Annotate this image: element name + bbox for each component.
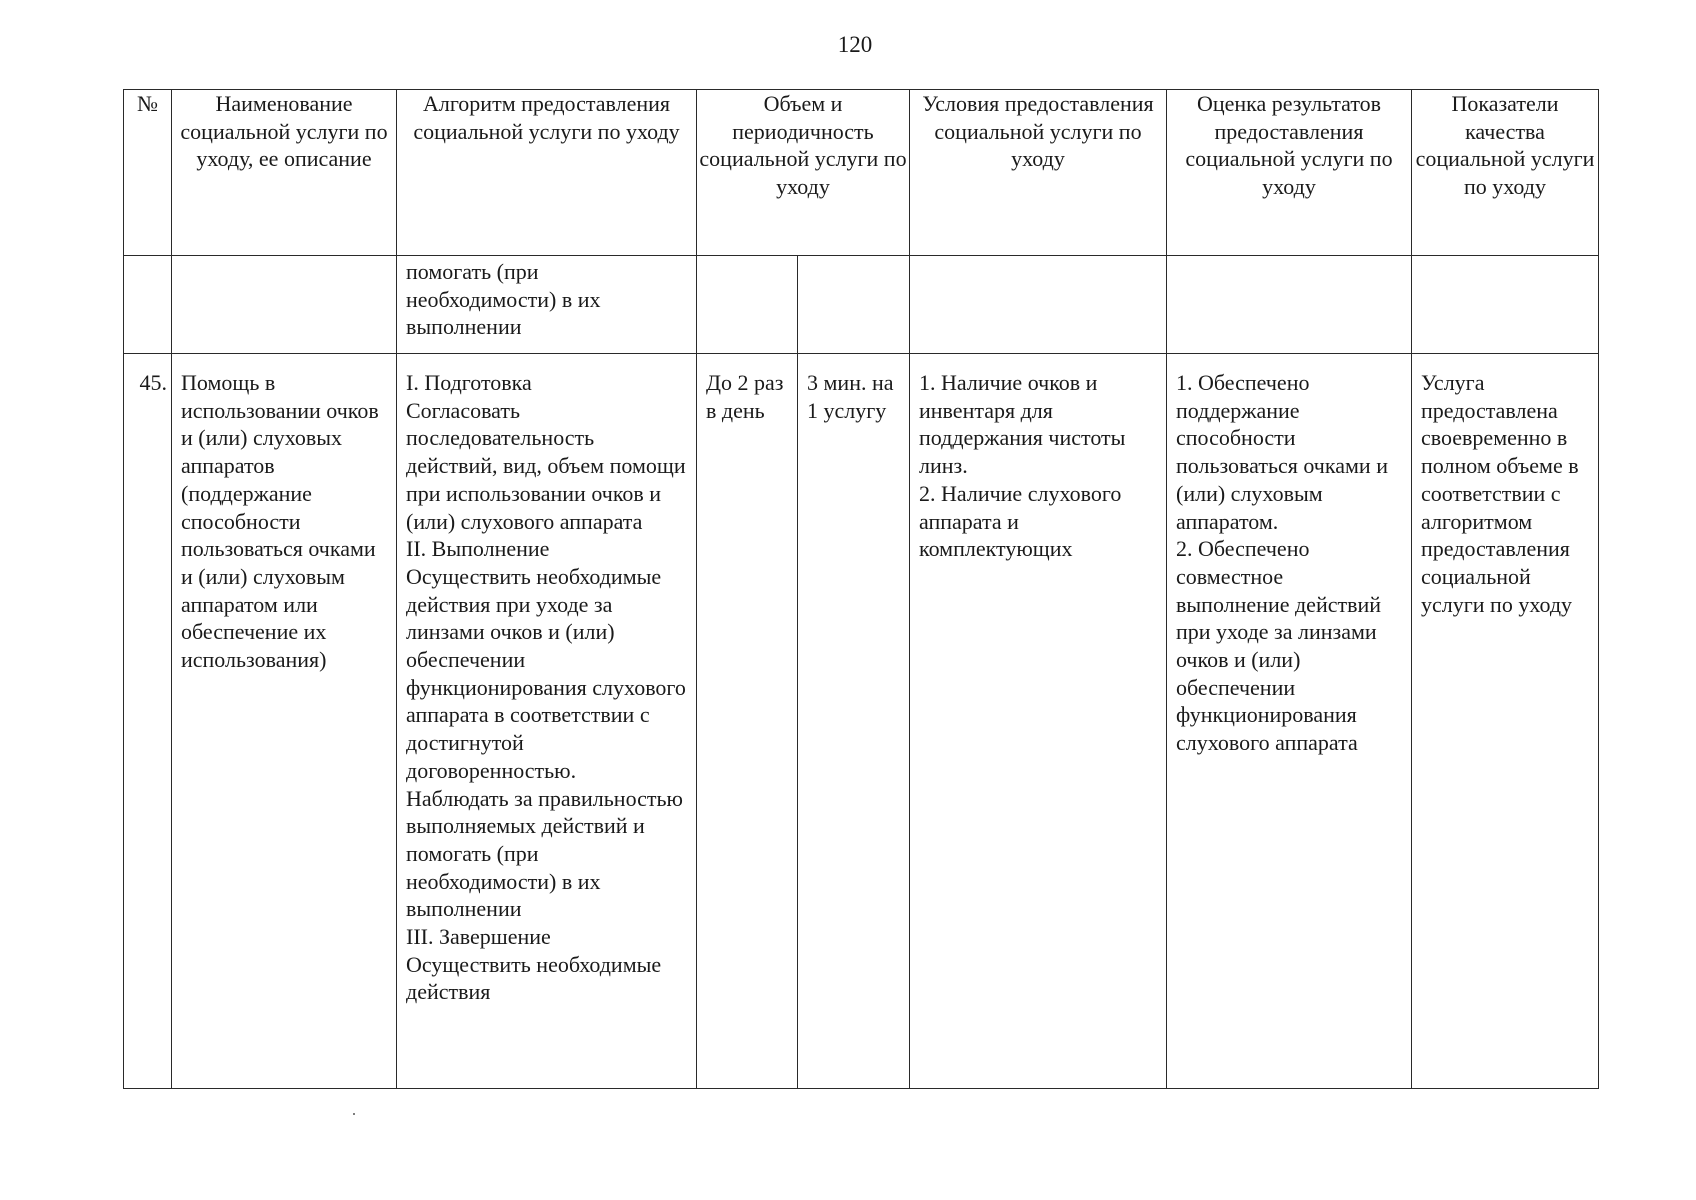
algorithm-line: Осуществить необходимые действия при уходе за линзами очков и (или) обеспечении функционирования слухового аппарата в соответствии с достигнутой договоренностью.	[406, 563, 686, 783]
cont-number-cell	[124, 256, 172, 354]
row-number-cell	[124, 354, 172, 1089]
continuation-row	[124, 256, 1599, 354]
cont-frequency-cell	[697, 256, 798, 354]
page-number: 120	[837, 32, 873, 57]
conditions-line: 2. Наличие слухового аппарата и комплектующих	[919, 480, 1122, 562]
header-volume: Объем и периодичность социальной услуги по уходу	[697, 90, 910, 256]
algorithm-line: Согласовать последовательность действий, вид, объем помощи при использовании очков и (или) слухового аппарата	[406, 397, 686, 534]
evaluation-line: 1. Обеспечено поддержание способности пользоваться очками и (или) слуховым аппаратом.	[1176, 370, 1388, 534]
cont-name-cell	[172, 256, 397, 354]
conditions-text	[910, 354, 1166, 563]
row-algorithm-cell	[397, 354, 697, 1089]
algorithm-line: Осуществить необходимые действия	[406, 951, 662, 1005]
row-name-cell	[172, 354, 397, 1089]
cont-algorithm-text: помогать (при необходимости) в их выполнении	[406, 259, 601, 340]
evaluation-text	[1167, 354, 1411, 757]
conditions-line: 1. Наличие очков и инвентаря для поддержания чистоты линз.	[919, 370, 1126, 479]
header-quality: Показатели качества социальной услуги по уходу	[1412, 90, 1599, 256]
row-frequency-cell	[697, 354, 798, 1089]
cont-duration-cell	[798, 256, 910, 354]
header-evaluation: Оценка результатов предоставления социальной услуги по уходу	[1167, 90, 1412, 256]
row-quality-cell	[1412, 354, 1599, 1089]
table-row	[124, 354, 1599, 1089]
scan-speck	[353, 1113, 355, 1115]
header-conditions: Условия предоставления социальной услуги по уходу	[910, 90, 1167, 256]
cont-conditions-cell	[910, 256, 1167, 354]
duration-text: 3 мин. на 1 услугу	[807, 370, 894, 423]
evaluation-line: 2. Обеспечено совместное выполнение действий при уходе за линзами очков и (или) обеспечении функционирования слухового аппарата	[1176, 536, 1382, 756]
algorithm-text	[397, 354, 696, 1006]
header-row	[124, 90, 1599, 256]
frequency-text: До 2 раз в день	[706, 370, 784, 423]
header-number: №	[124, 90, 172, 256]
row-conditions-cell	[910, 354, 1167, 1089]
services-table	[123, 89, 1599, 1089]
service-name: Помощь в использовании очков и (или) слуховых аппаратов (поддержание способности пользоваться очками и (или) слуховым аппаратом или обеспечение их использования)	[181, 370, 379, 673]
cont-evaluation-cell	[1167, 256, 1412, 354]
algorithm-line: Наблюдать за правильностью выполняемых действий и помогать (при необходимости) в их выполнении	[406, 785, 683, 922]
cont-algorithm-cell	[397, 256, 697, 354]
algorithm-line: III. Завершение	[406, 924, 551, 950]
row-evaluation-cell	[1167, 354, 1412, 1089]
algorithm-line: II. Выполнение	[406, 536, 550, 562]
header-algorithm: Алгоритм предоставления социальной услуги по уходу	[397, 90, 697, 256]
cont-quality-cell	[1412, 256, 1599, 354]
row-duration-cell	[798, 354, 910, 1089]
algorithm-line: I. Подготовка	[406, 370, 532, 395]
row-number: 45.	[139, 370, 167, 395]
quality-text: Услуга предоставлена своевременно в полном объеме в соответствии с алгоритмом предоставления социальной услуги по уходу	[1421, 370, 1579, 617]
header-name: Наименование социальной услуги по уходу, ее описание	[172, 90, 397, 256]
